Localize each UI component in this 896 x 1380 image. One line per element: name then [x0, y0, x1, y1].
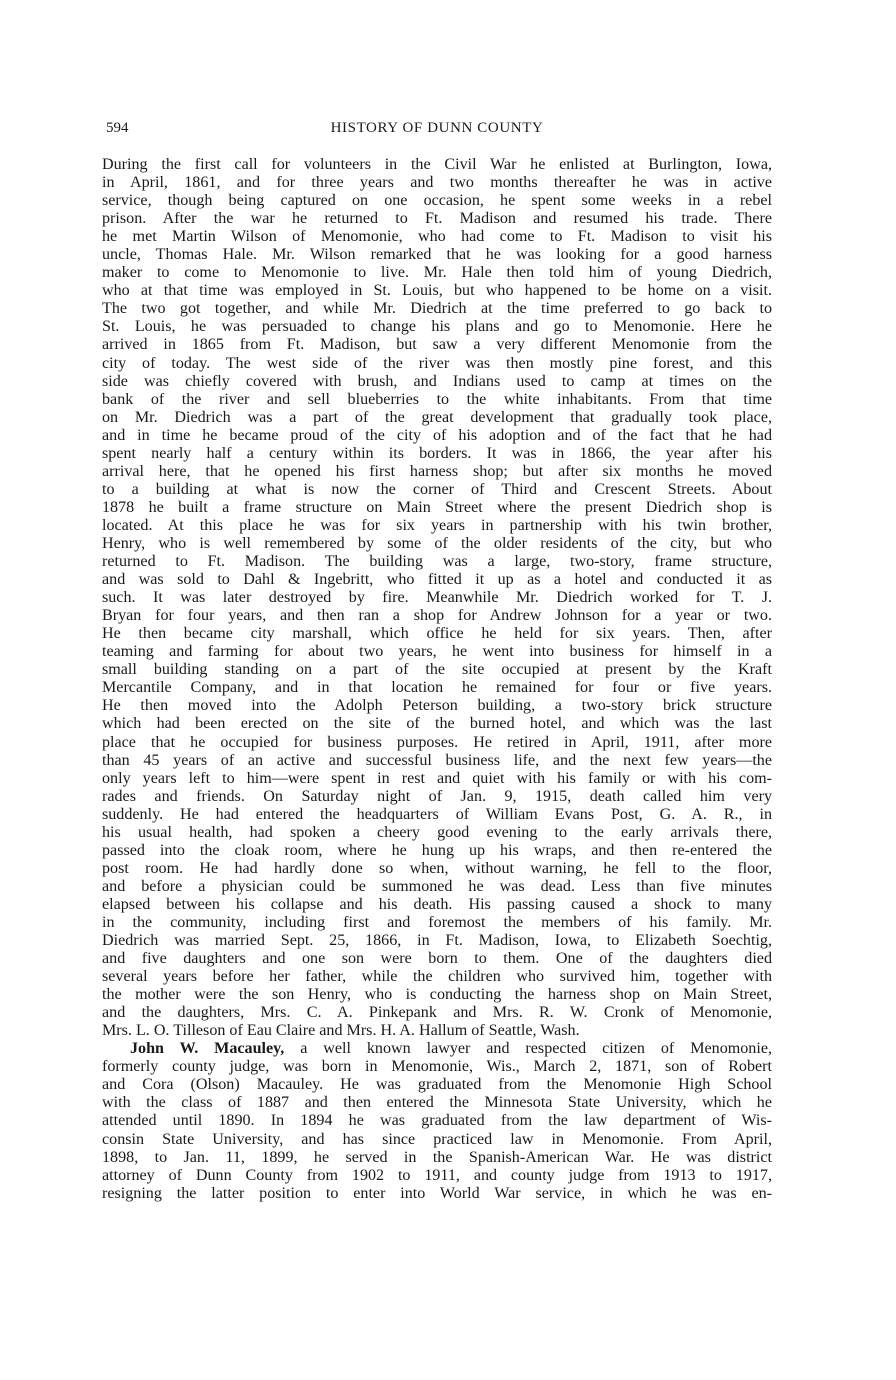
text-line: uncle, Thomas Hale. Mr. Wilson remarked that he was looking for a good harness — [102, 246, 772, 264]
text-line: and the daughters, Mrs. C. A. Pinkepank and Mrs. R. W. Cronk of Menomonie, — [102, 1004, 772, 1022]
text-line: consin State University, and has since practiced law in Menomonie. From April, — [102, 1130, 772, 1148]
page-number: 594 — [106, 120, 129, 136]
text-line: The two got together, and while Mr. Diedrich at the time preferred to go back to — [102, 300, 772, 318]
text-line: formerly county judge, was born in Menomonie, Wis., March 2, 1871, son of Robert — [102, 1058, 772, 1076]
text-run: a well known lawyer and respected citizen of Menomonie, — [284, 1040, 772, 1058]
text-line: he met Martin Wilson of Menomonie, who had come to Ft. Madison to visit his — [102, 228, 772, 246]
text-line: During the first call for volunteers in the Civil War he enlisted at Burlington, Iowa, — [102, 156, 772, 173]
text-line: on Mr. Diedrich was a part of the great development that gradually took place, — [102, 408, 772, 426]
text-line: 1878 he built a frame structure on Main Street where the present Diedrich shop is — [102, 498, 772, 516]
text-line: side was chiefly covered with brush, and Indians used to camp at times on the — [102, 372, 772, 390]
text-line: in the community, including first and foremost the members of his family. Mr. — [102, 913, 772, 931]
text-line: city of today. The west side of the river was then mostly pine forest, and this — [102, 354, 772, 372]
text-line: teaming and farming for about two years, he went into business for himself in a — [102, 643, 772, 661]
text-line: and before a physician could be summoned he was dead. Less than five minutes — [102, 877, 772, 895]
text-line: maker to come to Menomonie to live. Mr. Hale then told him of young Diedrich, — [102, 264, 772, 282]
text-line: service, though being captured on one occasion, he spent some weeks in a rebel — [102, 192, 772, 210]
text-line: resigning the latter position to enter into World War service, in which he was en- — [102, 1184, 772, 1202]
text-line: bank of the river and sell blueberries to the white inhabitants. From that time — [102, 390, 772, 408]
text-line: Mercantile Company, and in that location he remained for four or five years. — [102, 679, 772, 697]
text-line: with the class of 1887 and then entered the Minnesota State University, which he — [102, 1094, 772, 1112]
text-line: attended until 1890. In 1894 he was graduated from the law department of Wis- — [102, 1112, 772, 1130]
text-line: several years before her father, while the children who survived him, together with — [102, 968, 772, 986]
text-line: passed into the cloak room, where he hung up his wraps, and then re-entered the — [102, 841, 772, 859]
text-line: to a building at what is now the corner of Third and Crescent Streets. About — [102, 480, 772, 498]
text-line: prison. After the war he returned to Ft. Madison and resumed his trade. There — [102, 210, 772, 228]
body-text — [102, 156, 772, 1203]
text-line: and five daughters and one son were born to them. One of the daughters died — [102, 950, 772, 968]
text-line: Henry, who is well remembered by some of the older residents of the city, but who — [102, 534, 772, 552]
text-line: rades and friends. On Saturday night of Jan. 9, 1915, death called him very — [102, 787, 772, 805]
text-line — [102, 1040, 772, 1058]
text-line: returned to Ft. Madison. The building was a large, two-story, frame structure, — [102, 553, 772, 571]
text-line: Diedrich was married Sept. 25, 1866, in Ft. Madison, Iowa, to Elizabeth Soechtig, — [102, 932, 772, 950]
text-line: He then became city marshall, which office he held for six years. Then, after — [102, 625, 772, 643]
text-line: small building standing on a part of the site occupied at present by the Kraft — [102, 661, 772, 679]
text-line: Mrs. L. O. Tilleson of Eau Claire and Mrs. H. A. Hallum of Seattle, Wash. — [102, 1022, 580, 1040]
text-line: attorney of Dunn County from 1902 to 1911, and county judge from 1913 to 1917, — [102, 1166, 772, 1184]
text-line: spent nearly half a century within its borders. It was in 1866, the year after his — [102, 444, 772, 462]
text-line: the mother were the son Henry, who is conducting the harness shop on Main Street, — [102, 986, 772, 1004]
book-page — [102, 120, 772, 1203]
page-header — [102, 120, 772, 142]
text-line: his usual health, had spoken a cheery good evening to the early arrivals there, — [102, 823, 772, 841]
running-head: HISTORY OF DUNN COUNTY — [330, 120, 544, 136]
text-line: who at that time was employed in St. Louis, but who happened to be home on a visit. — [102, 282, 772, 300]
text-line: 1898, to Jan. 11, 1899, he served in the Spanish-American War. He was district — [102, 1148, 772, 1166]
text-line: and in time he became proud of the city of his adoption and of the fact that he had — [102, 426, 772, 444]
text-line: and Cora (Olson) Macauley. He was graduated from the Menomonie High School — [102, 1076, 772, 1094]
text-line: located. At this place he was for six years in partnership with his twin brother, — [102, 516, 772, 534]
text-line: which had been erected on the site of the burned hotel, and which was the last — [102, 715, 772, 733]
text-line: St. Louis, he was persuaded to change his plans and go to Menomonie. Here he — [102, 318, 772, 336]
text-line: suddenly. He had entered the headquarters of William Evans Post, G. A. R., in — [102, 805, 772, 823]
text-line: post room. He had hardly done so when, without warning, he fell to the floor, — [102, 859, 772, 877]
text-line: elapsed between his collapse and his death. His passing caused a shock to many — [102, 895, 772, 913]
text-line: than 45 years of an active and successful business life, and the next few years—the — [102, 751, 772, 769]
biography-name: John W. Macauley, — [130, 1040, 285, 1058]
text-line: place that he occupied for business purposes. He retired in April, 1911, after more — [102, 733, 772, 751]
text-line: arrival here, that he opened his first harness shop; but after six months he moved — [102, 462, 772, 480]
text-line: He then moved into the Adolph Peterson building, a two-story brick structure — [102, 697, 772, 715]
text-line: such. It was later destroyed by fire. Meanwhile Mr. Diedrich worked for T. J. — [102, 589, 772, 607]
text-line: arrived in 1865 from Ft. Madison, but saw a very different Menomonie from the — [102, 336, 772, 354]
text-line: and was sold to Dahl & Ingebritt, who fitted it up as a hotel and conducted it as — [102, 571, 772, 589]
text-line: only years left to him—were spent in rest and quiet with his family or with his com- — [102, 769, 772, 787]
text-line: in April, 1861, and for three years and two months thereafter he was in active — [102, 174, 772, 192]
text-line: Bryan for four years, and then ran a shop for Andrew Johnson for a year or two. — [102, 607, 772, 625]
